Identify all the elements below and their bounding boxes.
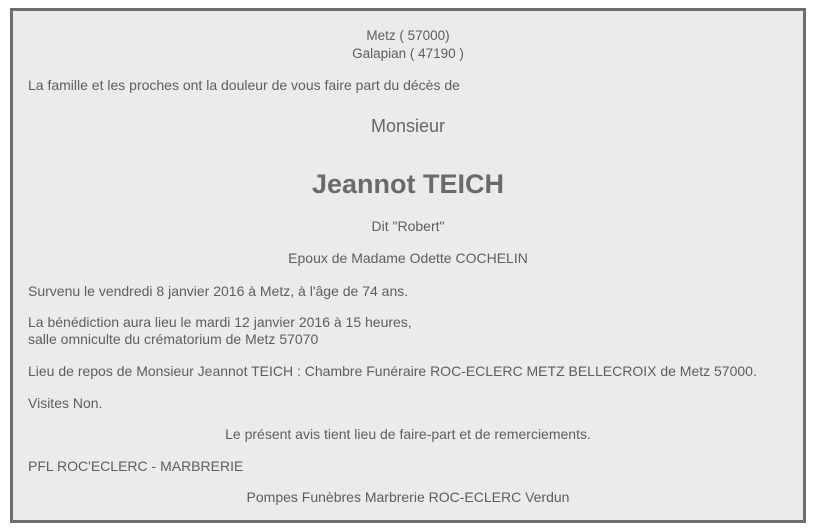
resting-place: Lieu de repos de Monsieur Jeannot TEICH : Chambre Funéraire ROC-ECLERC METZ BELLECROIX de Metz 57000. [28, 363, 757, 379]
death-details: Survenu le vendredi 8 janvier 2016 à Metz, à l'âge de 74 ans. [28, 283, 409, 299]
visits: Visites Non. [28, 395, 103, 411]
thanks-text: Le présent avis tient lieu de faire-part et de remerciements. [225, 426, 591, 442]
nickname: Dit "Robert" [371, 218, 445, 234]
deceased-name: Jeannot TEICH [311, 169, 505, 199]
civility: Monsieur [370, 116, 446, 136]
ceremony-line-2: salle omniculte du crématorium de Metz 57070 [28, 331, 319, 347]
obituary-notice [10, 8, 806, 523]
company-2: Pompes Funèbres Marbrerie ROC-ECLERC Verdun [246, 489, 570, 505]
location-2: Galapian ( 47190 ) [352, 46, 464, 61]
company-1: PFL ROC'ECLERC - MARBRERIE [28, 458, 244, 474]
intro-text: La famille et les proches ont la douleur de vous faire part du décès de [28, 77, 460, 93]
ceremony-line-1: La bénédiction aura lieu le mardi 12 janvier 2016 à 15 heures, [28, 314, 412, 330]
spouse: Epoux de Madame Odette COCHELIN [288, 250, 528, 266]
location-1: Metz ( 57000) [366, 28, 450, 43]
